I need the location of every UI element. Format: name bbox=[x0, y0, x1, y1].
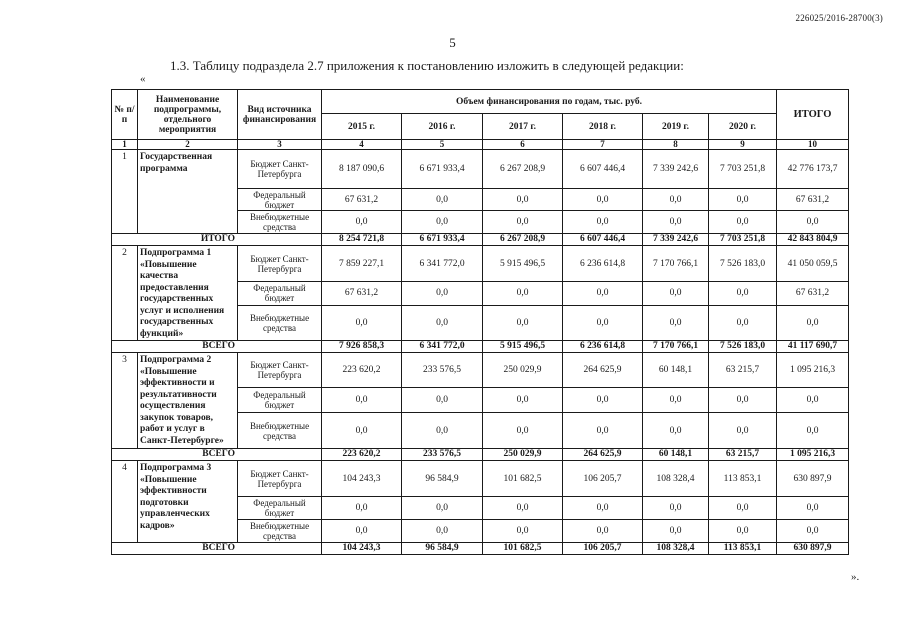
total-cell: 250 029,9 bbox=[483, 449, 563, 461]
program-name: Государственная программа bbox=[138, 150, 238, 234]
total-cell: 106 205,7 bbox=[563, 543, 643, 555]
total-label: ВСЕГО bbox=[112, 341, 322, 353]
amount-cell: 0,0 bbox=[563, 282, 643, 305]
header-num: № п/п bbox=[112, 90, 138, 140]
amount-cell: 0,0 bbox=[709, 189, 777, 211]
total-cell: 104 243,3 bbox=[322, 543, 402, 555]
funding-source: Бюджет Санкт-Петербурга bbox=[238, 353, 322, 388]
total-cell: 6 607 446,4 bbox=[563, 234, 643, 246]
header-year: 2015 г. bbox=[322, 114, 402, 140]
funding-source: Федеральный бюджет bbox=[238, 189, 322, 211]
total-cell: 113 853,1 bbox=[709, 543, 777, 555]
amount-cell: 0,0 bbox=[709, 520, 777, 543]
total-label: ВСЕГО bbox=[112, 449, 322, 461]
amount-cell: 113 853,1 bbox=[709, 461, 777, 497]
amount-cell: 0,0 bbox=[402, 305, 483, 340]
total-cell: 630 897,9 bbox=[777, 543, 849, 555]
amount-cell: 6 236 614,8 bbox=[563, 246, 643, 282]
amount-cell: 0,0 bbox=[563, 189, 643, 211]
amount-cell: 0,0 bbox=[402, 211, 483, 234]
amount-cell: 5 915 496,5 bbox=[483, 246, 563, 282]
amount-cell: 7 703 251,8 bbox=[709, 150, 777, 189]
total-cell: 7 926 858,3 bbox=[322, 341, 402, 353]
amount-cell: 7 339 242,6 bbox=[643, 150, 709, 189]
column-number-row bbox=[112, 140, 849, 150]
amount-cell: 6 267 208,9 bbox=[483, 150, 563, 189]
total-cell: 5 915 496,5 bbox=[483, 341, 563, 353]
amount-cell: 0,0 bbox=[483, 520, 563, 543]
total-cell: 6 341 772,0 bbox=[402, 341, 483, 353]
total-cell: 233 576,5 bbox=[402, 449, 483, 461]
table-row bbox=[112, 461, 849, 497]
column-number: 9 bbox=[709, 140, 777, 150]
amount-cell: 0,0 bbox=[643, 413, 709, 449]
total-cell: 7 339 242,6 bbox=[643, 234, 709, 246]
column-number: 7 bbox=[563, 140, 643, 150]
amount-cell: 67 631,2 bbox=[322, 282, 402, 305]
funding-table bbox=[111, 89, 849, 555]
column-number: 2 bbox=[138, 140, 238, 150]
amount-cell: 0,0 bbox=[563, 413, 643, 449]
total-cell: 264 625,9 bbox=[563, 449, 643, 461]
header-name: Наименование подпрограммы, отдельного мероприятия bbox=[138, 90, 238, 140]
row-total-cell: 41 050 059,5 bbox=[777, 246, 849, 282]
amount-cell: 223 620,2 bbox=[322, 353, 402, 388]
amount-cell: 67 631,2 bbox=[322, 189, 402, 211]
amount-cell: 0,0 bbox=[402, 388, 483, 413]
amount-cell: 0,0 bbox=[483, 497, 563, 520]
total-cell: 8 254 721,8 bbox=[322, 234, 402, 246]
table-row bbox=[112, 150, 849, 189]
page-number: 5 bbox=[449, 35, 456, 50]
amount-cell: 264 625,9 bbox=[563, 353, 643, 388]
amount-cell: 96 584,9 bbox=[402, 461, 483, 497]
amount-cell: 0,0 bbox=[709, 211, 777, 234]
column-number: 8 bbox=[643, 140, 709, 150]
amount-cell: 0,0 bbox=[643, 305, 709, 340]
amount-cell: 0,0 bbox=[322, 413, 402, 449]
column-number: 5 bbox=[402, 140, 483, 150]
amount-cell: 6 341 772,0 bbox=[402, 246, 483, 282]
row-total-cell: 0,0 bbox=[777, 413, 849, 449]
total-cell: 6 267 208,9 bbox=[483, 234, 563, 246]
amount-cell: 7 170 766,1 bbox=[643, 246, 709, 282]
row-total-cell: 0,0 bbox=[777, 497, 849, 520]
amount-cell: 0,0 bbox=[709, 497, 777, 520]
column-number: 10 bbox=[777, 140, 849, 150]
total-cell: 41 117 690,7 bbox=[777, 341, 849, 353]
amount-cell: 6 607 446,4 bbox=[563, 150, 643, 189]
amount-cell: 8 187 090,6 bbox=[322, 150, 402, 189]
amount-cell: 60 148,1 bbox=[643, 353, 709, 388]
amount-cell: 0,0 bbox=[402, 497, 483, 520]
amount-cell: 0,0 bbox=[483, 305, 563, 340]
funding-source: Федеральный бюджет bbox=[238, 282, 322, 305]
total-cell: 108 328,4 bbox=[643, 543, 709, 555]
amount-cell: 0,0 bbox=[483, 189, 563, 211]
header-year: 2018 г. bbox=[563, 114, 643, 140]
total-cell: 1 095 216,3 bbox=[777, 449, 849, 461]
funding-source: Бюджет Санкт-Петербурга bbox=[238, 150, 322, 189]
table-row bbox=[112, 246, 849, 282]
column-number: 6 bbox=[483, 140, 563, 150]
program-name: Подпрограмма 3 «Повышение эффективности подготовки управленческих кадров» bbox=[138, 461, 238, 543]
header-year: 2020 г. bbox=[709, 114, 777, 140]
amount-cell: 250 029,9 bbox=[483, 353, 563, 388]
funding-source: Внебюджетные средства bbox=[238, 305, 322, 340]
intro-text: 1.3. Таблицу подраздела 2.7 приложения к постановлению изложить в следующей редакции: bbox=[170, 58, 684, 73]
amount-cell: 0,0 bbox=[563, 388, 643, 413]
amount-cell: 0,0 bbox=[709, 388, 777, 413]
row-number: 2 bbox=[112, 246, 138, 341]
row-total-cell: 0,0 bbox=[777, 520, 849, 543]
amount-cell: 0,0 bbox=[322, 305, 402, 340]
funding-source: Бюджет Санкт-Петербурга bbox=[238, 246, 322, 282]
total-cell: 63 215,7 bbox=[709, 449, 777, 461]
total-cell: 7 526 183,0 bbox=[709, 341, 777, 353]
total-row bbox=[112, 341, 849, 353]
column-number: 1 bbox=[112, 140, 138, 150]
amount-cell: 104 243,3 bbox=[322, 461, 402, 497]
header-total: ИТОГО bbox=[777, 90, 849, 140]
amount-cell: 0,0 bbox=[563, 305, 643, 340]
amount-cell: 0,0 bbox=[643, 189, 709, 211]
funding-source: Внебюджетные средства bbox=[238, 413, 322, 449]
row-total-cell: 67 631,2 bbox=[777, 282, 849, 305]
header-year: 2019 г. bbox=[643, 114, 709, 140]
total-label: ИТОГО bbox=[112, 234, 322, 246]
row-number: 3 bbox=[112, 353, 138, 449]
amount-cell: 0,0 bbox=[643, 282, 709, 305]
row-number: 4 bbox=[112, 461, 138, 543]
amount-cell: 0,0 bbox=[483, 413, 563, 449]
amount-cell: 0,0 bbox=[709, 413, 777, 449]
total-cell: 7 703 251,8 bbox=[709, 234, 777, 246]
total-cell: 6 236 614,8 bbox=[563, 341, 643, 353]
row-total-cell: 0,0 bbox=[777, 211, 849, 234]
total-cell: 7 170 766,1 bbox=[643, 341, 709, 353]
amount-cell: 6 671 933,4 bbox=[402, 150, 483, 189]
amount-cell: 0,0 bbox=[643, 388, 709, 413]
total-cell: 223 620,2 bbox=[322, 449, 402, 461]
amount-cell: 0,0 bbox=[402, 520, 483, 543]
amount-cell: 0,0 bbox=[709, 305, 777, 340]
amount-cell: 233 576,5 bbox=[402, 353, 483, 388]
amount-cell: 0,0 bbox=[402, 189, 483, 211]
total-cell: 96 584,9 bbox=[402, 543, 483, 555]
amount-cell: 0,0 bbox=[402, 282, 483, 305]
open-quote: « bbox=[140, 73, 146, 85]
amount-cell: 0,0 bbox=[643, 497, 709, 520]
total-row bbox=[112, 543, 849, 555]
table-row bbox=[112, 353, 849, 388]
amount-cell: 7 526 183,0 bbox=[709, 246, 777, 282]
column-number: 3 bbox=[238, 140, 322, 150]
program-name: Подпрограмма 1 «Повышение качества предоставления государственных услуг и исполнения государственных функций» bbox=[138, 246, 238, 341]
amount-cell: 0,0 bbox=[643, 520, 709, 543]
funding-source: Федеральный бюджет bbox=[238, 388, 322, 413]
amount-cell: 0,0 bbox=[483, 388, 563, 413]
amount-cell: 0,0 bbox=[322, 211, 402, 234]
total-cell: 101 682,5 bbox=[483, 543, 563, 555]
amount-cell: 0,0 bbox=[709, 282, 777, 305]
program-name: Подпрограмма 2 «Повышение эффективности и результативности осуществления закупок товаров, работ и услуг в Санкт-Петербурге» bbox=[138, 353, 238, 449]
amount-cell: 0,0 bbox=[322, 497, 402, 520]
amount-cell: 0,0 bbox=[483, 282, 563, 305]
amount-cell: 0,0 bbox=[643, 211, 709, 234]
header-source: Вид источника финансирования bbox=[238, 90, 322, 140]
amount-cell: 0,0 bbox=[563, 497, 643, 520]
funding-source: Федеральный бюджет bbox=[238, 497, 322, 520]
row-number: 1 bbox=[112, 150, 138, 234]
funding-source: Внебюджетные средства bbox=[238, 520, 322, 543]
total-row bbox=[112, 234, 849, 246]
row-total-cell: 67 631,2 bbox=[777, 189, 849, 211]
close-quote: ». bbox=[851, 571, 860, 583]
total-row bbox=[112, 449, 849, 461]
total-cell: 42 843 804,9 bbox=[777, 234, 849, 246]
column-number: 4 bbox=[322, 140, 402, 150]
header-funding: Объем финансирования по годам, тыс. руб. bbox=[322, 90, 777, 114]
amount-cell: 0,0 bbox=[402, 413, 483, 449]
amount-cell: 108 328,4 bbox=[643, 461, 709, 497]
row-total-cell: 42 776 173,7 bbox=[777, 150, 849, 189]
row-total-cell: 0,0 bbox=[777, 388, 849, 413]
amount-cell: 0,0 bbox=[563, 211, 643, 234]
row-total-cell: 1 095 216,3 bbox=[777, 353, 849, 388]
total-label: ВСЕГО bbox=[112, 543, 322, 555]
amount-cell: 63 215,7 bbox=[709, 353, 777, 388]
header-year: 2017 г. bbox=[483, 114, 563, 140]
amount-cell: 106 205,7 bbox=[563, 461, 643, 497]
row-total-cell: 0,0 bbox=[777, 305, 849, 340]
header-year: 2016 г. bbox=[402, 114, 483, 140]
total-cell: 6 671 933,4 bbox=[402, 234, 483, 246]
document-number: 226025/2016-28700(3) bbox=[795, 13, 883, 23]
amount-cell: 101 682,5 bbox=[483, 461, 563, 497]
funding-source: Бюджет Санкт-Петербурга bbox=[238, 461, 322, 497]
row-total-cell: 630 897,9 bbox=[777, 461, 849, 497]
amount-cell: 0,0 bbox=[563, 520, 643, 543]
amount-cell: 0,0 bbox=[322, 388, 402, 413]
amount-cell: 0,0 bbox=[483, 211, 563, 234]
amount-cell: 0,0 bbox=[322, 520, 402, 543]
total-cell: 60 148,1 bbox=[643, 449, 709, 461]
funding-source: Внебюджетные средства bbox=[238, 211, 322, 234]
amount-cell: 7 859 227,1 bbox=[322, 246, 402, 282]
